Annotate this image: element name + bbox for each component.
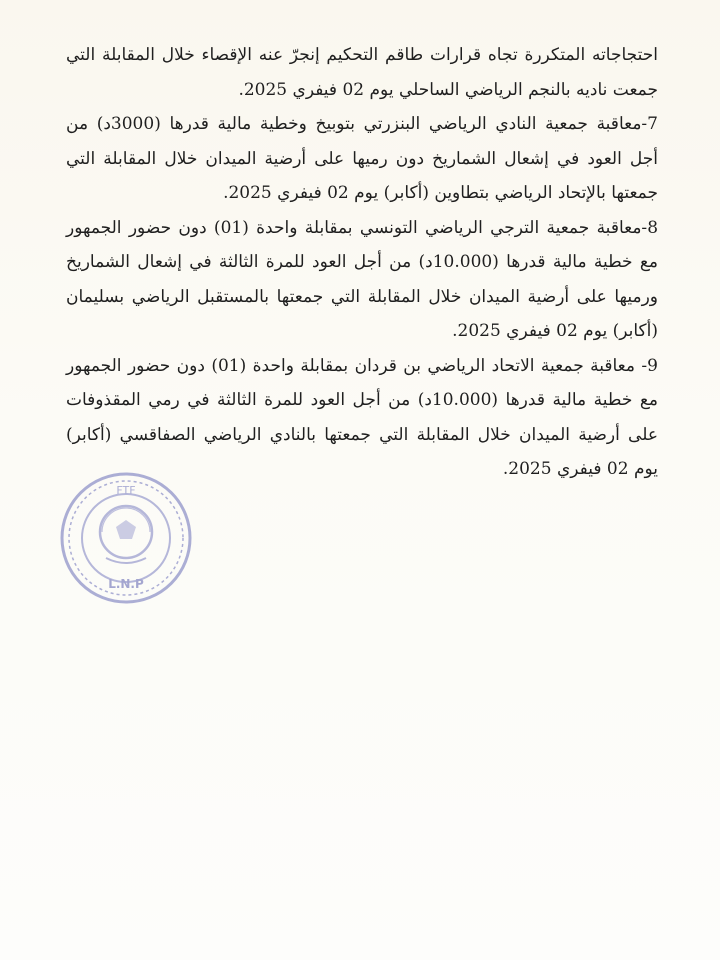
document-body (66, 38, 658, 487)
stamp-bottom-text: L.N.P (108, 577, 144, 591)
official-stamp (58, 470, 194, 606)
stamp-ring-text: FTF (116, 484, 136, 497)
stamp-graphic (58, 470, 194, 606)
sanction-item-8: 8-معاقبة جمعية الترجي الرياضي التونسي بمقابلة واحدة (01) دون حضور الجمهور مع خطية مالية قدرها (10.000د) من أجل العود للمرة الثالثة في إشعال الشماريخ ورميها على أرضية الميدان خلال المقابلة التي جمعتها بالمستقبل الرياضي بسليمان (أكابر) يوم 02 فيفري 2025. (66, 217, 659, 341)
paragraph-continuation: احتجاجاته المتكررة تجاه قرارات طاقم التحكيم إنجرّ عنه الإقصاء خلال المقابلة التي جمعت ناديه بالنجم الرياضي الساحلي يوم 02 فيفري 2025. (66, 45, 658, 100)
sanction-item-9: 9- معاقبة جمعية الاتحاد الرياضي بن قردان بمقابلة واحدة (01) دون حضور الجمهور مع خطية مالية قدرها (10.000د) من أجل العود للمرة الثالثة في رمي المقذوفات على أرضية الميدان خلال المقابلة التي جمعتها بالنادي الرياضي الصفاقسي (أكابر) يوم 02 فيفري 2025. (66, 355, 658, 479)
sanction-item-7: 7-معاقبة جمعية النادي الرياضي البنزرتي بتوبيخ وخطية مالية قدرها (3000د) من أجل العود في إشعال الشماريخ دون رميها على أرضية الميدان خلال المقابلة التي جمعتها بالإتحاد الرياضي بتطاوين (أكابر) يوم 02 فيفري 2025. (66, 114, 658, 203)
